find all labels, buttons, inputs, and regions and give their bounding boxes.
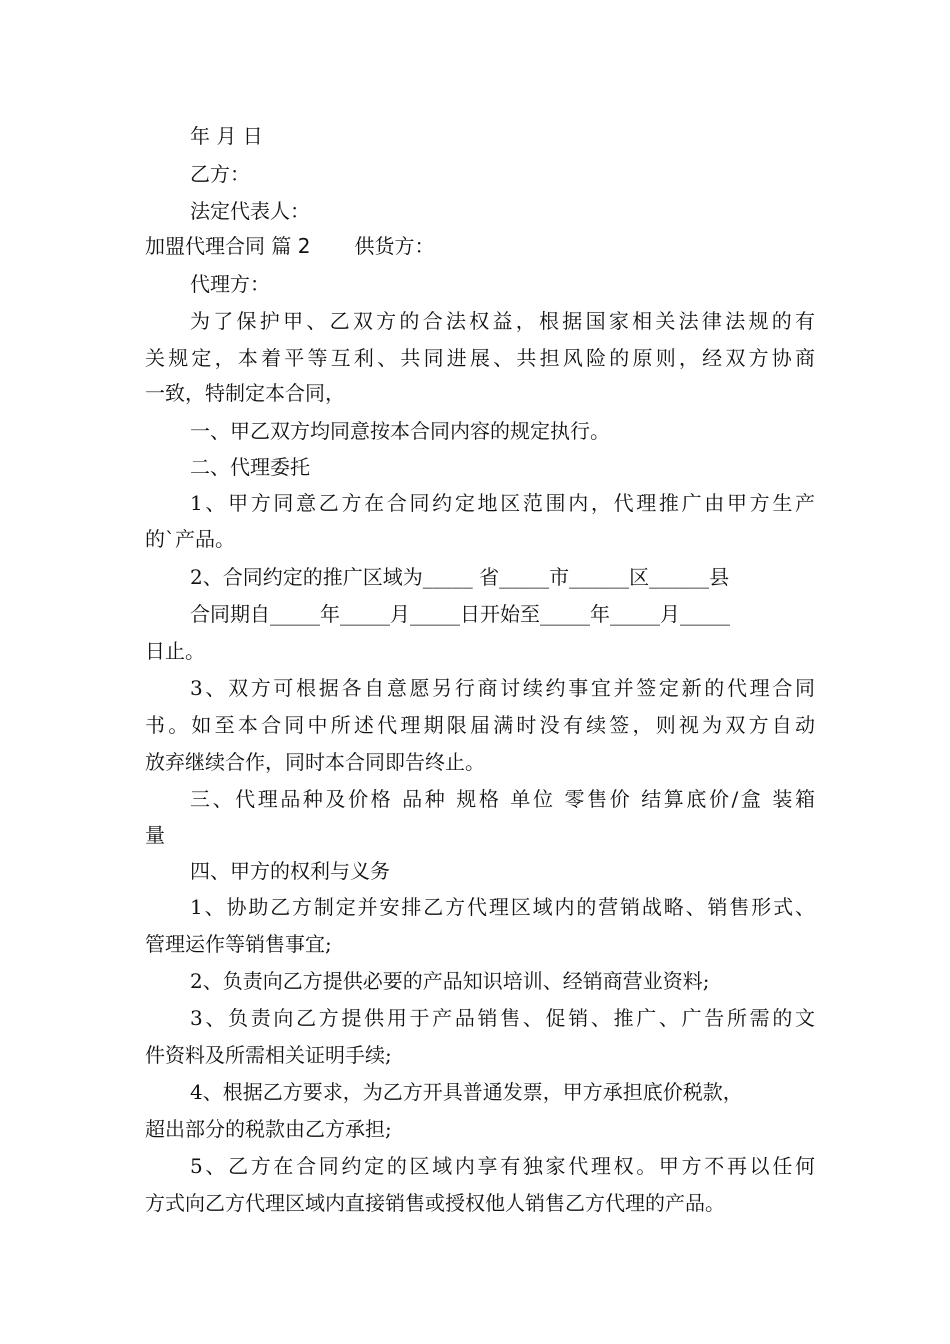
section-2-item-2b: 合同期自_____年_____月_____日开始至_____年_____月_____	[190, 602, 730, 626]
section-4-item-1a: 1、协助乙方制定并安排乙方代理区域内的营销战略、销售形式、	[190, 895, 815, 919]
section-4-item-4a: 4、根据乙方要求，为乙方开具普通发票，甲方承担底价税款，	[190, 1080, 743, 1104]
party-b-line: 乙方：	[190, 162, 250, 186]
supplier-label: 供货方：	[354, 234, 435, 258]
section-4-item-5b: 方式向乙方代理区域内直接销售或授权他人销售乙方代理的产品。	[145, 1191, 725, 1215]
intro-line-3: 一致，特制定本合同，	[145, 381, 345, 405]
section-4-item-4b: 超出部分的税款由乙方承担;	[145, 1117, 392, 1141]
title-row	[145, 228, 815, 264]
section-2-item-2c: 日止。	[145, 639, 205, 663]
section-1: 一、甲乙双方均同意按本合同内容的规定执行。	[190, 419, 610, 443]
section-4-heading: 四、甲方的权利与义务	[190, 859, 390, 883]
section-2-item-3c: 放弃继续合作，同时本合同即告终止。	[145, 750, 485, 774]
date-line: 年 月 日	[190, 124, 263, 148]
section-2-item-3a: 3、双方可根据各自意愿另行商讨续约事宜并签定新的代理合同	[190, 676, 815, 700]
section-2-item-3b: 书。如至本合同中所述代理期限届满时没有续签，则视为双方自动	[145, 713, 815, 737]
contract-title: 加盟代理合同 篇 2	[145, 234, 311, 258]
section-3-line-b: 量	[145, 823, 165, 847]
section-4-item-2: 2、负责向乙方提供必要的产品知识培训、经销商营业资料;	[190, 969, 710, 993]
section-4-item-3a: 3、负责向乙方提供用于产品销售、促销、推广、广告所需的文	[190, 1006, 815, 1030]
agent-line: 代理方：	[190, 272, 270, 296]
section-4-item-5a: 5、乙方在合同约定的区域内享有独家代理权。甲方不再以任何	[190, 1154, 815, 1178]
section-2-item-1b: 的`产品。	[145, 527, 235, 551]
section-4-item-3b: 件资料及所需相关证明手续;	[145, 1043, 392, 1067]
legal-rep-line: 法定代表人：	[190, 199, 310, 223]
section-4-item-1b: 管理运作等销售事宜;	[145, 932, 332, 956]
section-2-item-1a: 1、甲方同意乙方在合同约定地区范围内，代理推广由甲方生产	[190, 491, 815, 515]
intro-line-2: 关规定，本着平等互利、共同进展、共担风险的原则，经双方协商	[145, 346, 815, 370]
section-2-heading: 二、代理委托	[190, 455, 310, 479]
intro-line-1: 为了保护甲、乙双方的合法权益，根据国家相关法律法规的有	[190, 309, 815, 333]
section-3-line-a: 三、代理品种及价格 品种 规格 单位 零售价 结算底价/盒 装箱	[190, 787, 815, 811]
section-2-item-2a: 2、合同约定的推广区域为_____ 省_____市______区______县	[190, 565, 730, 589]
